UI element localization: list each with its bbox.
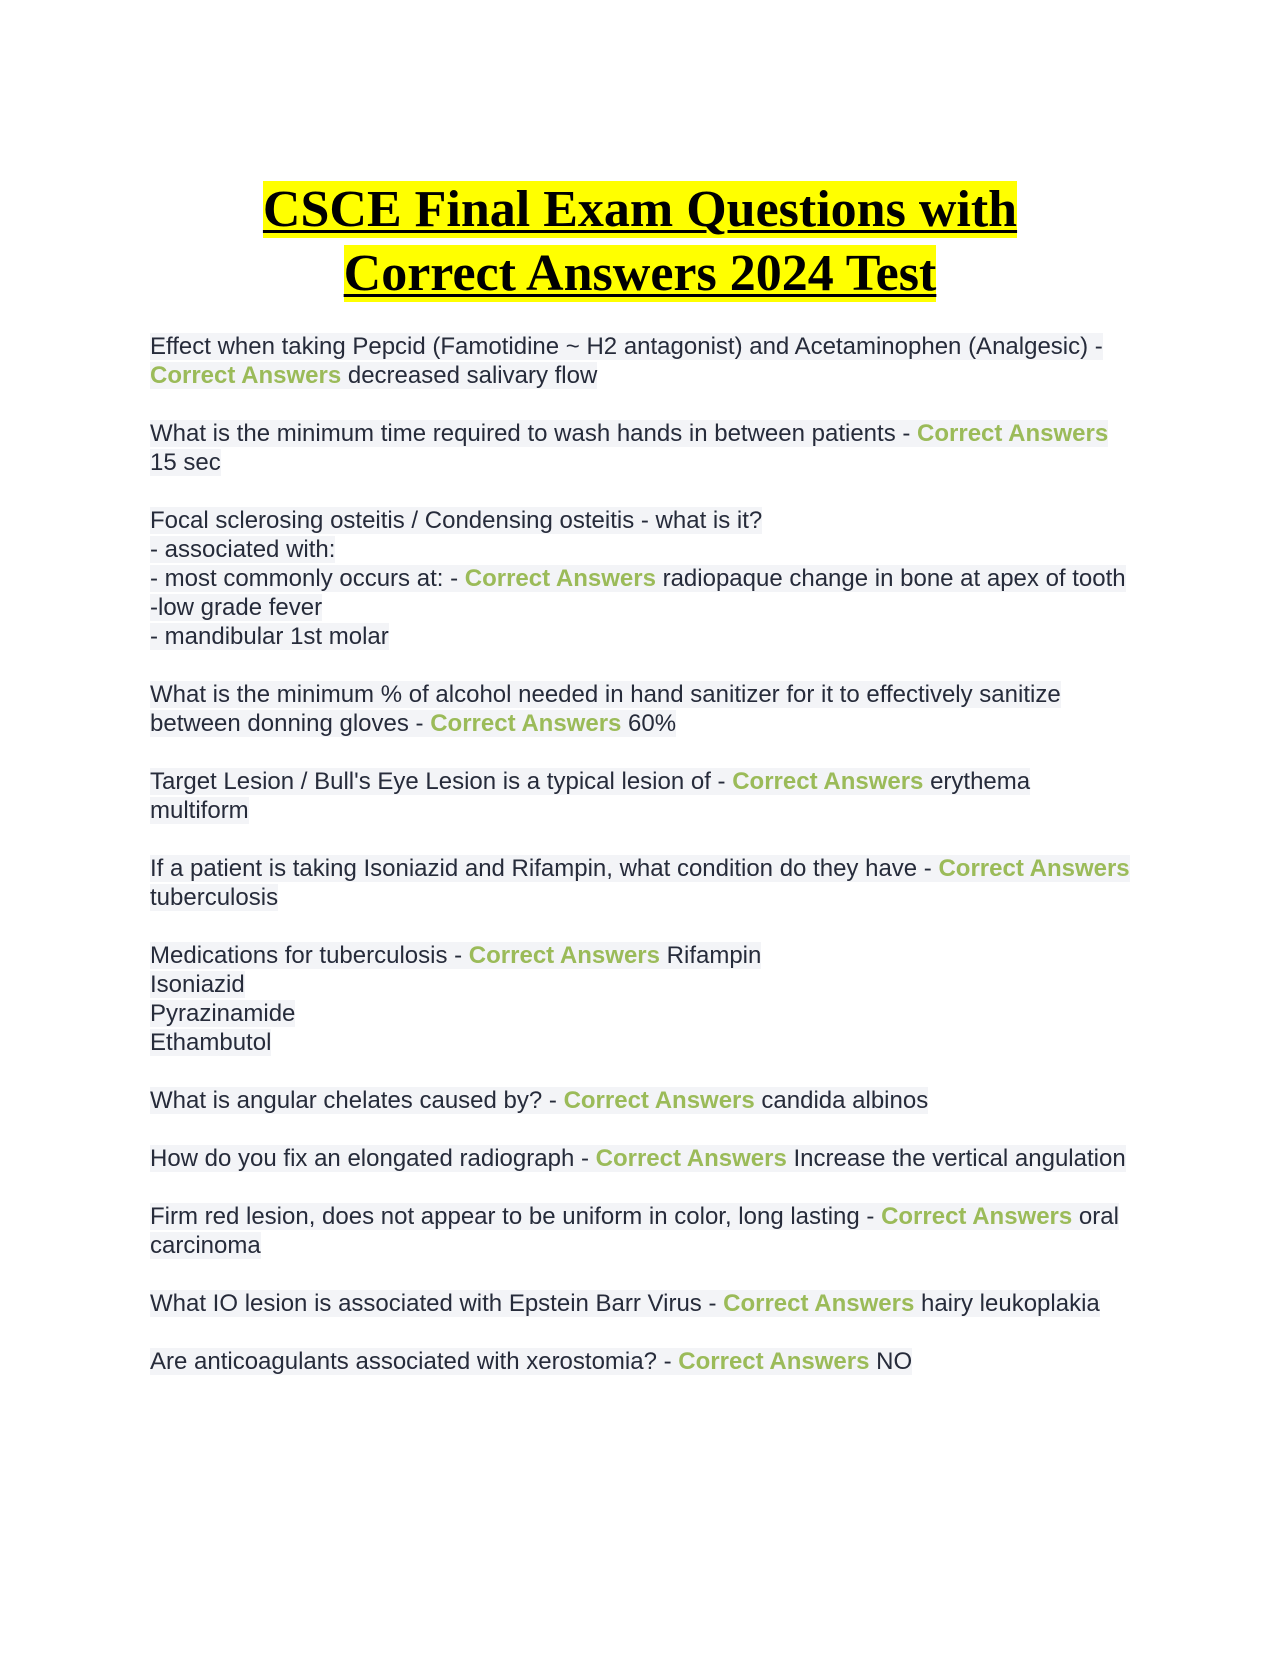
answer-text: 60% [621,710,677,737]
question-text: - most commonly occurs at: - [150,565,465,592]
qa-item [150,767,1130,825]
question-text: How do you fix an elongated radiograph - [150,1145,596,1172]
question-text: What is angular chelates caused by? - [150,1087,564,1114]
question-text: Medications for tuberculosis - [150,942,469,969]
correct-answers-label: Correct Answers [563,1087,755,1114]
correct-answers-label: Correct Answers [464,565,656,592]
qa-item [150,941,1130,1057]
qa-item [150,680,1130,738]
qa-item [150,854,1130,912]
answer-text: Increase the vertical angulation [786,1145,1126,1172]
question-text: Are anticoagulants associated with xerostomia? - [150,1348,679,1375]
answer-text: oral carcinoma [150,1203,1119,1259]
answer-line: Isoniazid [150,971,245,998]
answer-text: decreased salivary flow [341,362,598,389]
answer-text: hairy leukoplakia [914,1290,1100,1317]
answer-line: Pyrazinamide [150,1000,296,1027]
correct-answers-label: Correct Answers [732,768,924,795]
question-text: Effect when taking Pepcid (Famotidine ~ H2 antagonist) and Acetaminophen (Analgesic) - [150,333,1103,360]
answer-line: Ethambutol [150,1029,272,1056]
question-text: What IO lesion is associated with Epstein Barr Virus - [150,1290,724,1317]
correct-answers-label: Correct Answers [150,362,342,389]
answer-text: candida albinos [754,1087,929,1114]
qa-item [150,1202,1130,1260]
correct-answers-label: Correct Answers [430,710,622,737]
answer-text: Rifampin [659,942,762,969]
qa-item [150,506,1130,651]
answer-text: radiopaque change in bone at apex of tooth [655,565,1126,592]
correct-answers-label: Correct Answers [881,1203,1073,1230]
question-line: Focal sclerosing osteitis / Condensing osteitis - what is it? [150,507,763,534]
title-line-1: CSCE Final Exam Questions with [262,181,1018,238]
qa-item [150,1347,1130,1376]
qa-item [150,332,1130,390]
question-line: - associated with: [150,536,336,563]
qa-list [150,332,1130,1405]
question-text: Firm red lesion, does not appear to be uniform in color, long lasting - [150,1203,882,1230]
qa-item [150,1289,1130,1318]
qa-item [150,1086,1130,1115]
correct-answers-label: Correct Answers [723,1290,915,1317]
correct-answers-label: Correct Answers [468,942,660,969]
question-text: What is the minimum % of alcohol needed in hand sanitizer for it to effectively sanitize between donning gloves - [150,681,1061,737]
answer-line: -low grade fever [150,594,323,621]
correct-answers-label: Correct Answers [595,1145,787,1172]
answer-text: NO [869,1348,913,1375]
answer-line: - mandibular 1st molar [150,623,389,650]
answer-text: erythema multiform [150,768,1031,824]
answer-text: tuberculosis [150,884,279,911]
title-line-2: Correct Answers 2024 Test [343,245,937,302]
answer-text: 15 sec [150,449,221,476]
correct-answers-label: Correct Answers [678,1348,870,1375]
correct-answers-label: Correct Answers [938,855,1130,882]
question-text: What is the minimum time required to wash hands in between patients - [150,420,918,447]
question-text: Target Lesion / Bull's Eye Lesion is a typical lesion of - [150,768,733,795]
question-text: If a patient is taking Isoniazid and Rifampin, what condition do they have - [150,855,939,882]
correct-answers-label: Correct Answers [917,420,1109,447]
qa-item [150,419,1130,477]
qa-item [150,1144,1130,1173]
document-title [150,178,1130,306]
